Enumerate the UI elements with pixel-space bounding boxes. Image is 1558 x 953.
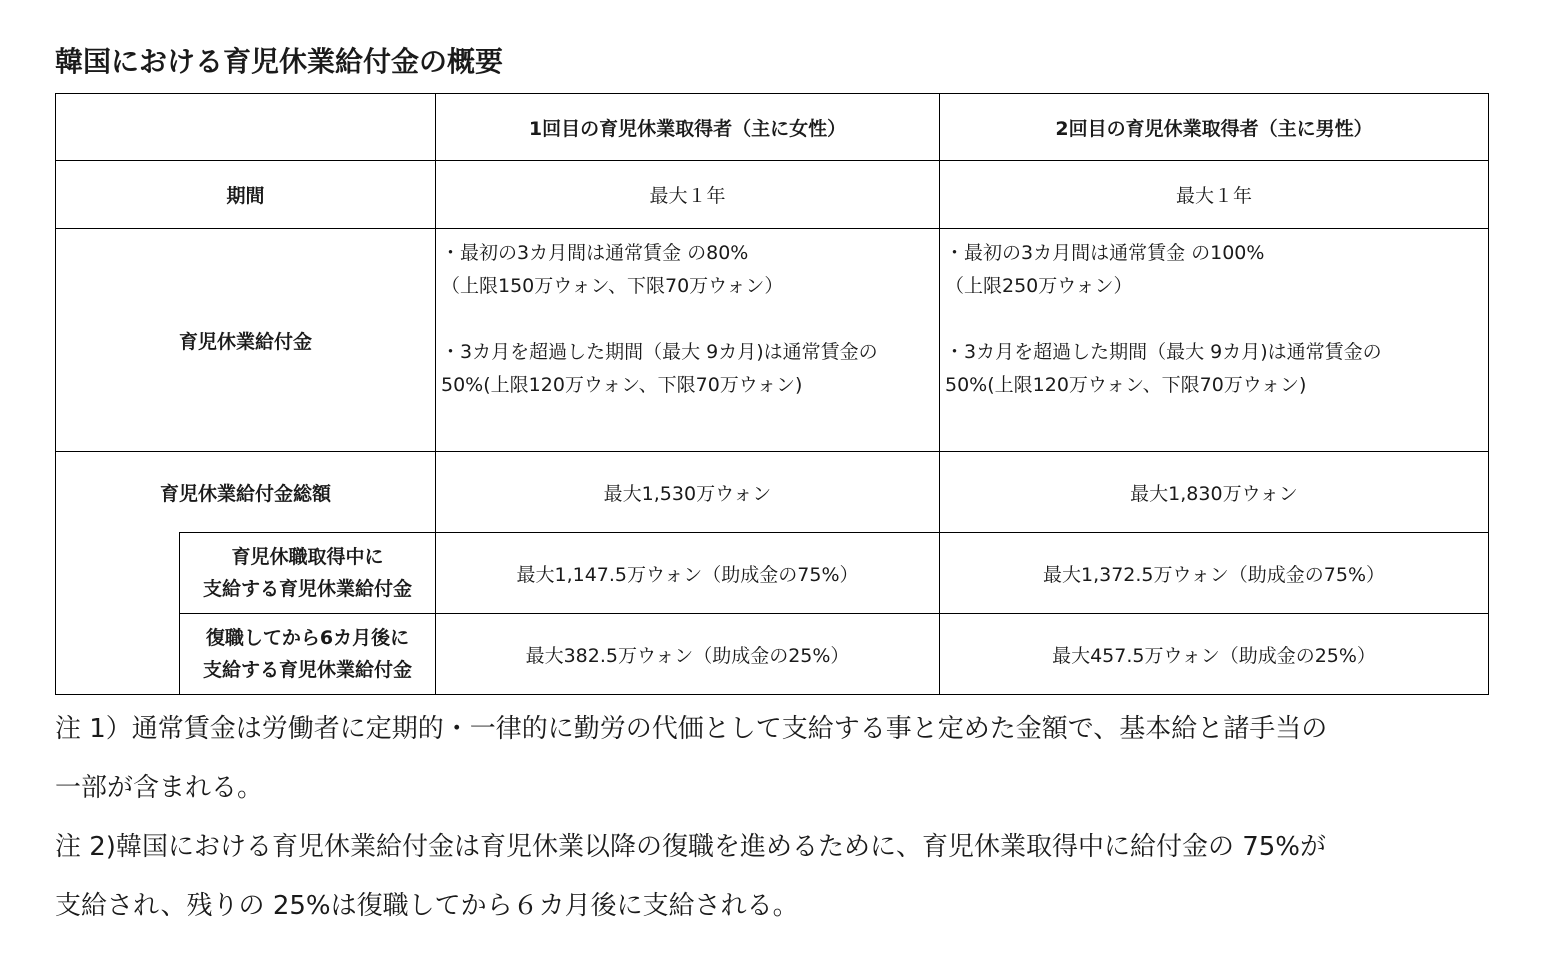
header-empty-cell bbox=[56, 94, 436, 161]
page-title: 韓国における育児休業給付金の概要 bbox=[55, 45, 504, 78]
benefit-first bbox=[436, 229, 940, 452]
benefit-label: 育児休業給付金 bbox=[56, 229, 436, 452]
benefit-first-line2: （上限150万ウォン、下限70万ウォン） bbox=[441, 275, 784, 297]
after-label-line2: 支給する育児休業給付金 bbox=[202, 659, 412, 681]
benefit-first-line4: 50%(上限120万ウォン、下限70万ウォン) bbox=[441, 374, 803, 396]
after-second: 最大457.5万ウォン（助成金の25%） bbox=[940, 614, 1489, 695]
note2-line1: 注 2)韓国における育児休業給付金は育児休業以降の復職を進めるために、育児休業取得中に給付金の 75%が bbox=[55, 832, 1327, 862]
benefit-first-line1: ・最初の3カ月間は通常賃金 の80% bbox=[441, 242, 749, 264]
during-label-line1: 育児休職取得中に bbox=[231, 546, 384, 568]
table-row-total bbox=[56, 452, 1489, 533]
header-second-leave: 2回目の育児休業取得者（主に男性） bbox=[940, 94, 1489, 161]
benefit-summary-table bbox=[55, 93, 1489, 695]
after-first: 最大382.5万ウォン（助成金の25%） bbox=[436, 614, 940, 695]
indent-cell bbox=[56, 533, 180, 614]
total-first: 最大1,530万ウォン bbox=[436, 452, 940, 533]
note1-line1: 注 1）通常賃金は労働者に定期的・一律的に勤労の代価として支給する事と定めた金額で、基本給と諸手当の bbox=[55, 714, 1328, 744]
during-first: 最大1,147.5万ウォン（助成金の75%） bbox=[436, 533, 940, 614]
after-label bbox=[180, 614, 436, 695]
header-first-leave: 1回目の育児休業取得者（主に女性） bbox=[436, 94, 940, 161]
note2-line2: 支給され、残りの 25%は復職してから６カ月後に支給される。 bbox=[55, 891, 799, 921]
period-label: 期間 bbox=[56, 161, 436, 229]
table-row-during bbox=[56, 533, 1489, 614]
benefit-second-line1: ・最初の3カ月間は通常賃金 の100% bbox=[945, 242, 1265, 264]
total-label: 育児休業給付金総額 bbox=[56, 452, 436, 533]
period-second: 最大１年 bbox=[940, 161, 1489, 229]
table-row-period bbox=[56, 161, 1489, 229]
footnotes bbox=[55, 700, 1525, 936]
period-first: 最大１年 bbox=[436, 161, 940, 229]
during-second: 最大1,372.5万ウォン（助成金の75%） bbox=[940, 533, 1489, 614]
note1-line2: 一部が含まれる。 bbox=[55, 773, 264, 803]
benefit-second-line2: （上限250万ウォン） bbox=[945, 275, 1133, 297]
benefit-second-line4: 50%(上限120万ウォン、下限70万ウォン) bbox=[945, 374, 1307, 396]
table-row-after bbox=[56, 614, 1489, 695]
indent-cell bbox=[56, 614, 180, 695]
table-header-row bbox=[56, 94, 1489, 161]
benefit-first-line3: ・3カ月を超過した期間（最大 9カ月)は通常賃金の bbox=[441, 341, 878, 363]
benefit-second-line3: ・3カ月を超過した期間（最大 9カ月)は通常賃金の bbox=[945, 341, 1382, 363]
during-label-line2: 支給する育児休業給付金 bbox=[202, 578, 412, 600]
after-label-line1: 復職してから6カ月後に bbox=[205, 627, 410, 649]
benefit-second bbox=[940, 229, 1489, 452]
total-second: 最大1,830万ウォン bbox=[940, 452, 1489, 533]
during-label bbox=[180, 533, 436, 614]
table-row-benefit bbox=[56, 229, 1489, 452]
